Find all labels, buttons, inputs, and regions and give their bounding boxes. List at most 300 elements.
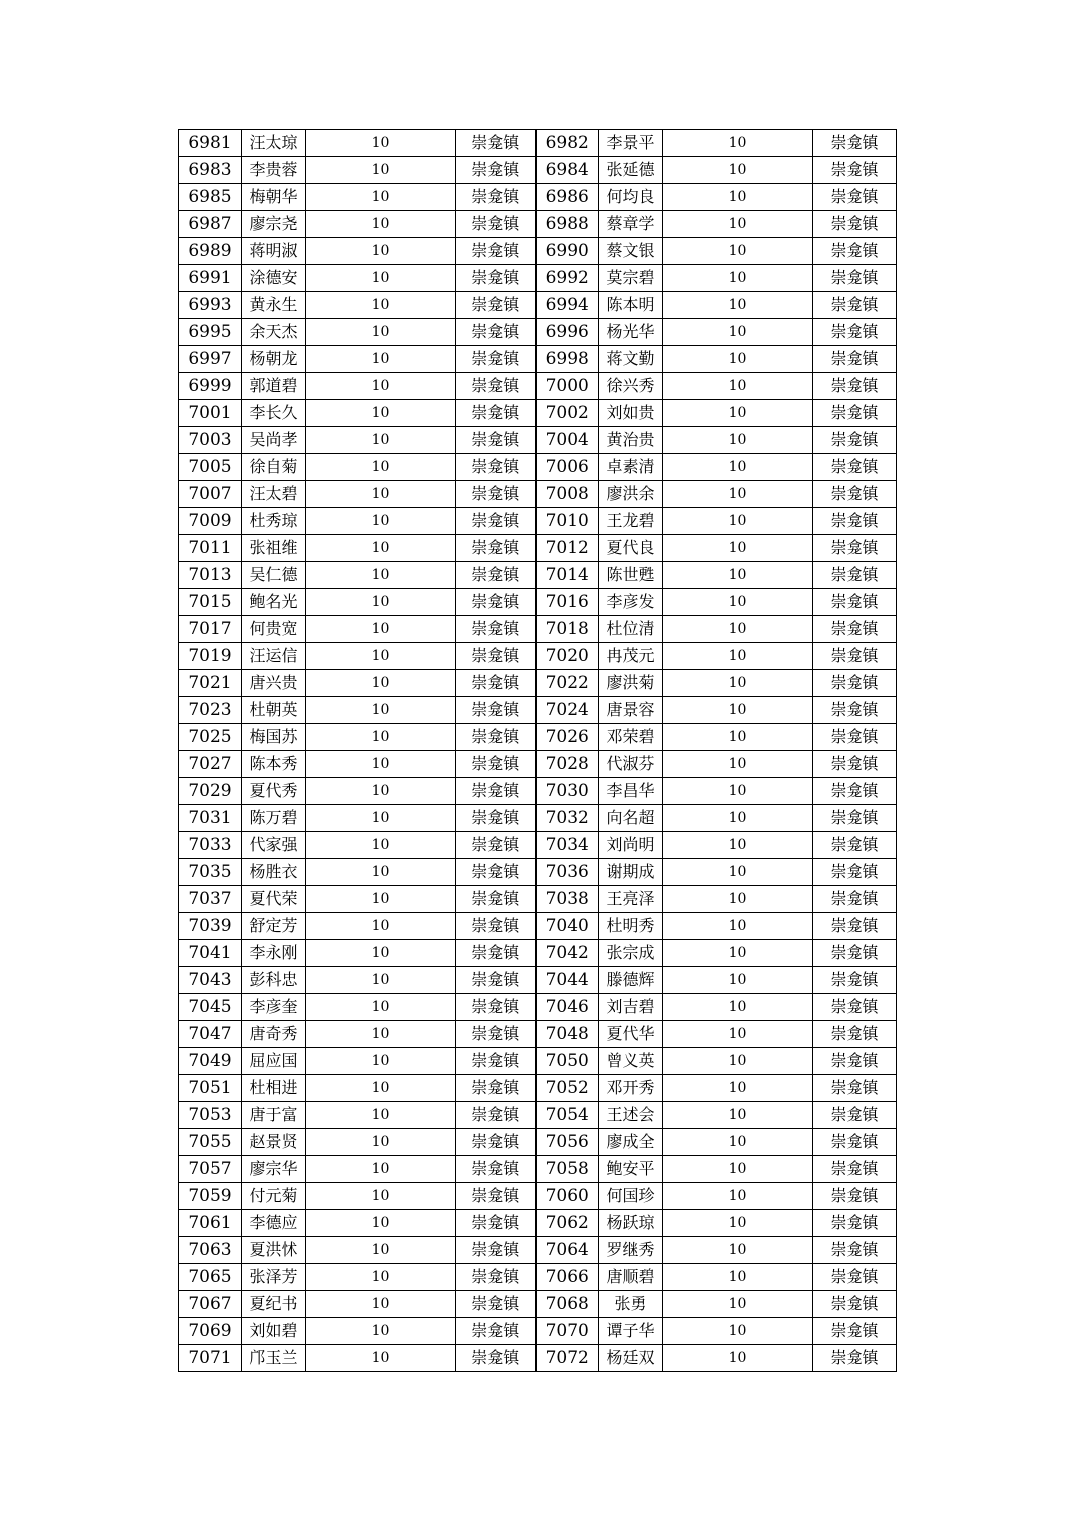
table-row xyxy=(179,1183,897,1210)
town-name-cell: 崇龛镇 xyxy=(813,913,897,940)
amount-cell: 10 xyxy=(663,616,813,643)
table-row xyxy=(179,1318,897,1345)
person-name-cell: 向名超 xyxy=(599,805,663,832)
amount-cell: 10 xyxy=(306,1048,456,1075)
amount-cell: 10 xyxy=(306,589,456,616)
entry-number-cell: 7026 xyxy=(536,724,599,751)
entry-number-cell: 6988 xyxy=(536,211,599,238)
entry-number-cell: 7049 xyxy=(179,1048,242,1075)
entry-number-cell: 6983 xyxy=(179,157,242,184)
entry-number-cell: 7013 xyxy=(179,562,242,589)
person-name-cell: 杜位清 xyxy=(599,616,663,643)
town-name-cell: 崇龛镇 xyxy=(813,1075,897,1102)
entry-number-cell: 6996 xyxy=(536,319,599,346)
table-row xyxy=(179,184,897,211)
town-name-cell: 崇龛镇 xyxy=(456,616,536,643)
entry-number-cell: 7036 xyxy=(536,859,599,886)
town-name-cell: 崇龛镇 xyxy=(456,157,536,184)
entry-number-cell: 7011 xyxy=(179,535,242,562)
amount-cell: 10 xyxy=(663,1318,813,1345)
amount-cell: 10 xyxy=(663,211,813,238)
town-name-cell: 崇龛镇 xyxy=(813,427,897,454)
amount-cell: 10 xyxy=(663,1210,813,1237)
person-name-cell: 吴尚孝 xyxy=(242,427,306,454)
amount-cell: 10 xyxy=(663,1021,813,1048)
person-name-cell: 彭科忠 xyxy=(242,967,306,994)
entry-number-cell: 7012 xyxy=(536,535,599,562)
town-name-cell: 崇龛镇 xyxy=(813,1237,897,1264)
town-name-cell: 崇龛镇 xyxy=(813,1183,897,1210)
entry-number-cell: 7005 xyxy=(179,454,242,481)
town-name-cell: 崇龛镇 xyxy=(456,832,536,859)
entry-number-cell: 6981 xyxy=(179,130,242,157)
town-name-cell: 崇龛镇 xyxy=(456,481,536,508)
town-name-cell: 崇龛镇 xyxy=(813,1291,897,1318)
table-row xyxy=(179,535,897,562)
person-name-cell: 蔡章学 xyxy=(599,211,663,238)
person-name-cell: 李彦奎 xyxy=(242,994,306,1021)
person-name-cell: 蒋明淑 xyxy=(242,238,306,265)
entry-number-cell: 7070 xyxy=(536,1318,599,1345)
person-name-cell: 谭子华 xyxy=(599,1318,663,1345)
person-name-cell: 李永刚 xyxy=(242,940,306,967)
entry-number-cell: 7044 xyxy=(536,967,599,994)
entry-number-cell: 7027 xyxy=(179,751,242,778)
amount-cell: 10 xyxy=(663,805,813,832)
person-name-cell: 杨廷双 xyxy=(599,1345,663,1372)
person-name-cell: 邓开秀 xyxy=(599,1075,663,1102)
entry-number-cell: 7062 xyxy=(536,1210,599,1237)
town-name-cell: 崇龛镇 xyxy=(456,697,536,724)
town-name-cell: 崇龛镇 xyxy=(456,319,536,346)
entry-number-cell: 6986 xyxy=(536,184,599,211)
entry-number-cell: 7063 xyxy=(179,1237,242,1264)
person-name-cell: 张祖维 xyxy=(242,535,306,562)
table-row xyxy=(179,589,897,616)
entry-number-cell: 6982 xyxy=(536,130,599,157)
table-row xyxy=(179,643,897,670)
table-row xyxy=(179,1129,897,1156)
person-name-cell: 蒋文勤 xyxy=(599,346,663,373)
person-name-cell: 谢期成 xyxy=(599,859,663,886)
table-row xyxy=(179,994,897,1021)
town-name-cell: 崇龛镇 xyxy=(456,1345,536,1372)
amount-cell: 10 xyxy=(306,319,456,346)
town-name-cell: 崇龛镇 xyxy=(456,454,536,481)
person-name-cell: 曾义英 xyxy=(599,1048,663,1075)
person-name-cell: 何均良 xyxy=(599,184,663,211)
amount-cell: 10 xyxy=(306,1318,456,1345)
table-row xyxy=(179,940,897,967)
entry-number-cell: 7014 xyxy=(536,562,599,589)
table-row xyxy=(179,508,897,535)
table-row xyxy=(179,400,897,427)
town-name-cell: 崇龛镇 xyxy=(456,589,536,616)
person-name-cell: 廖宗尧 xyxy=(242,211,306,238)
amount-cell: 10 xyxy=(663,157,813,184)
town-name-cell: 崇龛镇 xyxy=(813,724,897,751)
town-name-cell: 崇龛镇 xyxy=(813,292,897,319)
town-name-cell: 崇龛镇 xyxy=(813,1345,897,1372)
town-name-cell: 崇龛镇 xyxy=(456,643,536,670)
table-row xyxy=(179,805,897,832)
town-name-cell: 崇龛镇 xyxy=(456,562,536,589)
table-row xyxy=(179,616,897,643)
amount-cell: 10 xyxy=(663,751,813,778)
amount-cell: 10 xyxy=(663,1102,813,1129)
town-name-cell: 崇龛镇 xyxy=(813,778,897,805)
roster-table xyxy=(178,129,897,1372)
amount-cell: 10 xyxy=(306,184,456,211)
amount-cell: 10 xyxy=(306,481,456,508)
town-name-cell: 崇龛镇 xyxy=(456,1237,536,1264)
amount-cell: 10 xyxy=(663,1291,813,1318)
person-name-cell: 冉茂元 xyxy=(599,643,663,670)
table-row xyxy=(179,427,897,454)
table-row xyxy=(179,454,897,481)
person-name-cell: 梅朝华 xyxy=(242,184,306,211)
amount-cell: 10 xyxy=(663,886,813,913)
town-name-cell: 崇龛镇 xyxy=(456,940,536,967)
entry-number-cell: 7064 xyxy=(536,1237,599,1264)
person-name-cell: 罗继秀 xyxy=(599,1237,663,1264)
town-name-cell: 崇龛镇 xyxy=(456,211,536,238)
town-name-cell: 崇龛镇 xyxy=(813,211,897,238)
person-name-cell: 郭道碧 xyxy=(242,373,306,400)
person-name-cell: 杜相进 xyxy=(242,1075,306,1102)
town-name-cell: 崇龛镇 xyxy=(813,859,897,886)
town-name-cell: 崇龛镇 xyxy=(456,751,536,778)
amount-cell: 10 xyxy=(663,562,813,589)
town-name-cell: 崇龛镇 xyxy=(813,832,897,859)
entry-number-cell: 7024 xyxy=(536,697,599,724)
town-name-cell: 崇龛镇 xyxy=(456,1264,536,1291)
entry-number-cell: 7047 xyxy=(179,1021,242,1048)
entry-number-cell: 7048 xyxy=(536,1021,599,1048)
entry-number-cell: 7025 xyxy=(179,724,242,751)
amount-cell: 10 xyxy=(306,886,456,913)
amount-cell: 10 xyxy=(663,670,813,697)
amount-cell: 10 xyxy=(663,346,813,373)
person-name-cell: 何贵宽 xyxy=(242,616,306,643)
amount-cell: 10 xyxy=(663,1048,813,1075)
entry-number-cell: 7018 xyxy=(536,616,599,643)
town-name-cell: 崇龛镇 xyxy=(456,292,536,319)
town-name-cell: 崇龛镇 xyxy=(813,319,897,346)
town-name-cell: 崇龛镇 xyxy=(813,616,897,643)
amount-cell: 10 xyxy=(306,859,456,886)
entry-number-cell: 7034 xyxy=(536,832,599,859)
table-row xyxy=(179,697,897,724)
person-name-cell: 唐于富 xyxy=(242,1102,306,1129)
entry-number-cell: 7057 xyxy=(179,1156,242,1183)
table-row xyxy=(179,238,897,265)
entry-number-cell: 7045 xyxy=(179,994,242,1021)
table-row xyxy=(179,346,897,373)
person-name-cell: 黄永生 xyxy=(242,292,306,319)
amount-cell: 10 xyxy=(306,697,456,724)
person-name-cell: 陈本明 xyxy=(599,292,663,319)
entry-number-cell: 7038 xyxy=(536,886,599,913)
amount-cell: 10 xyxy=(306,832,456,859)
entry-number-cell: 7016 xyxy=(536,589,599,616)
town-name-cell: 崇龛镇 xyxy=(456,265,536,292)
person-name-cell: 唐奇秀 xyxy=(242,1021,306,1048)
entry-number-cell: 6997 xyxy=(179,346,242,373)
table-row xyxy=(179,1237,897,1264)
town-name-cell: 崇龛镇 xyxy=(456,535,536,562)
table-row xyxy=(179,157,897,184)
amount-cell: 10 xyxy=(306,1021,456,1048)
town-name-cell: 崇龛镇 xyxy=(813,967,897,994)
entry-number-cell: 7039 xyxy=(179,913,242,940)
table-row xyxy=(179,292,897,319)
person-name-cell: 廖宗华 xyxy=(242,1156,306,1183)
entry-number-cell: 7059 xyxy=(179,1183,242,1210)
person-name-cell: 王述会 xyxy=(599,1102,663,1129)
town-name-cell: 崇龛镇 xyxy=(813,481,897,508)
person-name-cell: 代淑芬 xyxy=(599,751,663,778)
entry-number-cell: 7028 xyxy=(536,751,599,778)
entry-number-cell: 6993 xyxy=(179,292,242,319)
person-name-cell: 陈万碧 xyxy=(242,805,306,832)
table-row xyxy=(179,724,897,751)
town-name-cell: 崇龛镇 xyxy=(456,1129,536,1156)
amount-cell: 10 xyxy=(663,1345,813,1372)
amount-cell: 10 xyxy=(306,454,456,481)
town-name-cell: 崇龛镇 xyxy=(456,994,536,1021)
entry-number-cell: 7056 xyxy=(536,1129,599,1156)
town-name-cell: 崇龛镇 xyxy=(456,400,536,427)
entry-number-cell: 7022 xyxy=(536,670,599,697)
amount-cell: 10 xyxy=(306,751,456,778)
entry-number-cell: 7002 xyxy=(536,400,599,427)
person-name-cell: 杨朝龙 xyxy=(242,346,306,373)
amount-cell: 10 xyxy=(663,400,813,427)
person-name-cell: 代家强 xyxy=(242,832,306,859)
entry-number-cell: 7046 xyxy=(536,994,599,1021)
amount-cell: 10 xyxy=(663,1264,813,1291)
person-name-cell: 黄治贵 xyxy=(599,427,663,454)
amount-cell: 10 xyxy=(306,211,456,238)
person-name-cell: 夏代良 xyxy=(599,535,663,562)
amount-cell: 10 xyxy=(663,697,813,724)
entry-number-cell: 6990 xyxy=(536,238,599,265)
amount-cell: 10 xyxy=(306,616,456,643)
amount-cell: 10 xyxy=(306,805,456,832)
town-name-cell: 崇龛镇 xyxy=(456,913,536,940)
person-name-cell: 邝玉兰 xyxy=(242,1345,306,1372)
town-name-cell: 崇龛镇 xyxy=(813,157,897,184)
table-row xyxy=(179,886,897,913)
person-name-cell: 汪太碧 xyxy=(242,481,306,508)
entry-number-cell: 7040 xyxy=(536,913,599,940)
entry-number-cell: 7041 xyxy=(179,940,242,967)
person-name-cell: 张勇 xyxy=(599,1291,663,1318)
table-row xyxy=(179,670,897,697)
town-name-cell: 崇龛镇 xyxy=(813,346,897,373)
amount-cell: 10 xyxy=(663,1156,813,1183)
amount-cell: 10 xyxy=(663,481,813,508)
entry-number-cell: 6998 xyxy=(536,346,599,373)
person-name-cell: 杜朝英 xyxy=(242,697,306,724)
amount-cell: 10 xyxy=(306,1345,456,1372)
town-name-cell: 崇龛镇 xyxy=(813,751,897,778)
amount-cell: 10 xyxy=(663,589,813,616)
entry-number-cell: 7068 xyxy=(536,1291,599,1318)
table-row xyxy=(179,562,897,589)
entry-number-cell: 7055 xyxy=(179,1129,242,1156)
table-row xyxy=(179,373,897,400)
person-name-cell: 何国珍 xyxy=(599,1183,663,1210)
amount-cell: 10 xyxy=(663,1183,813,1210)
amount-cell: 10 xyxy=(306,967,456,994)
person-name-cell: 杨胜衣 xyxy=(242,859,306,886)
entry-number-cell: 7031 xyxy=(179,805,242,832)
table-row xyxy=(179,1102,897,1129)
amount-cell: 10 xyxy=(663,292,813,319)
amount-cell: 10 xyxy=(663,508,813,535)
town-name-cell: 崇龛镇 xyxy=(456,184,536,211)
person-name-cell: 徐兴秀 xyxy=(599,373,663,400)
person-name-cell: 李德应 xyxy=(242,1210,306,1237)
town-name-cell: 崇龛镇 xyxy=(456,130,536,157)
entry-number-cell: 6999 xyxy=(179,373,242,400)
amount-cell: 10 xyxy=(306,1156,456,1183)
amount-cell: 10 xyxy=(306,1183,456,1210)
person-name-cell: 夏纪书 xyxy=(242,1291,306,1318)
person-name-cell: 廖洪余 xyxy=(599,481,663,508)
town-name-cell: 崇龛镇 xyxy=(456,1291,536,1318)
town-name-cell: 崇龛镇 xyxy=(813,805,897,832)
table-row xyxy=(179,1264,897,1291)
town-name-cell: 崇龛镇 xyxy=(813,454,897,481)
person-name-cell: 滕德辉 xyxy=(599,967,663,994)
table-row xyxy=(179,1156,897,1183)
town-name-cell: 崇龛镇 xyxy=(456,508,536,535)
person-name-cell: 赵景贤 xyxy=(242,1129,306,1156)
person-name-cell: 唐顺碧 xyxy=(599,1264,663,1291)
entry-number-cell: 7003 xyxy=(179,427,242,454)
entry-number-cell: 6995 xyxy=(179,319,242,346)
amount-cell: 10 xyxy=(663,454,813,481)
person-name-cell: 夏代荣 xyxy=(242,886,306,913)
person-name-cell: 王亮泽 xyxy=(599,886,663,913)
town-name-cell: 崇龛镇 xyxy=(813,643,897,670)
amount-cell: 10 xyxy=(306,1291,456,1318)
amount-cell: 10 xyxy=(663,967,813,994)
town-name-cell: 崇龛镇 xyxy=(813,1129,897,1156)
town-name-cell: 崇龛镇 xyxy=(813,1318,897,1345)
entry-number-cell: 7020 xyxy=(536,643,599,670)
amount-cell: 10 xyxy=(663,535,813,562)
amount-cell: 10 xyxy=(663,130,813,157)
town-name-cell: 崇龛镇 xyxy=(456,1183,536,1210)
town-name-cell: 崇龛镇 xyxy=(813,697,897,724)
amount-cell: 10 xyxy=(663,859,813,886)
table-row xyxy=(179,130,897,157)
entry-number-cell: 6985 xyxy=(179,184,242,211)
entry-number-cell: 7023 xyxy=(179,697,242,724)
amount-cell: 10 xyxy=(306,994,456,1021)
person-name-cell: 屈应国 xyxy=(242,1048,306,1075)
person-name-cell: 王龙碧 xyxy=(599,508,663,535)
town-name-cell: 崇龛镇 xyxy=(456,1318,536,1345)
table-row xyxy=(179,265,897,292)
person-name-cell: 刘如碧 xyxy=(242,1318,306,1345)
town-name-cell: 崇龛镇 xyxy=(813,994,897,1021)
person-name-cell: 李景平 xyxy=(599,130,663,157)
person-name-cell: 李贵蓉 xyxy=(242,157,306,184)
town-name-cell: 崇龛镇 xyxy=(456,427,536,454)
table-row xyxy=(179,1075,897,1102)
town-name-cell: 崇龛镇 xyxy=(813,373,897,400)
entry-number-cell: 6991 xyxy=(179,265,242,292)
person-name-cell: 刘如贵 xyxy=(599,400,663,427)
table-row xyxy=(179,481,897,508)
person-name-cell: 邓荣碧 xyxy=(599,724,663,751)
entry-number-cell: 7000 xyxy=(536,373,599,400)
town-name-cell: 崇龛镇 xyxy=(456,724,536,751)
entry-number-cell: 7052 xyxy=(536,1075,599,1102)
town-name-cell: 崇龛镇 xyxy=(813,940,897,967)
person-name-cell: 陈本秀 xyxy=(242,751,306,778)
town-name-cell: 崇龛镇 xyxy=(813,1210,897,1237)
table-row xyxy=(179,1291,897,1318)
entry-number-cell: 7058 xyxy=(536,1156,599,1183)
table-row xyxy=(179,319,897,346)
person-name-cell: 张延德 xyxy=(599,157,663,184)
amount-cell: 10 xyxy=(663,1129,813,1156)
person-name-cell: 唐景容 xyxy=(599,697,663,724)
entry-number-cell: 6992 xyxy=(536,265,599,292)
person-name-cell: 汪太琼 xyxy=(242,130,306,157)
amount-cell: 10 xyxy=(306,778,456,805)
person-name-cell: 吴仁德 xyxy=(242,562,306,589)
amount-cell: 10 xyxy=(663,1237,813,1264)
town-name-cell: 崇龛镇 xyxy=(456,1210,536,1237)
amount-cell: 10 xyxy=(663,724,813,751)
entry-number-cell: 7021 xyxy=(179,670,242,697)
amount-cell: 10 xyxy=(306,535,456,562)
entry-number-cell: 7030 xyxy=(536,778,599,805)
entry-number-cell: 7009 xyxy=(179,508,242,535)
amount-cell: 10 xyxy=(306,400,456,427)
town-name-cell: 崇龛镇 xyxy=(456,778,536,805)
amount-cell: 10 xyxy=(663,427,813,454)
person-name-cell: 杜秀琼 xyxy=(242,508,306,535)
amount-cell: 10 xyxy=(306,670,456,697)
town-name-cell: 崇龛镇 xyxy=(456,1021,536,1048)
person-name-cell: 杨跃琼 xyxy=(599,1210,663,1237)
entry-number-cell: 6989 xyxy=(179,238,242,265)
amount-cell: 10 xyxy=(306,508,456,535)
town-name-cell: 崇龛镇 xyxy=(813,508,897,535)
amount-cell: 10 xyxy=(306,1210,456,1237)
town-name-cell: 崇龛镇 xyxy=(813,130,897,157)
person-name-cell: 舒定芳 xyxy=(242,913,306,940)
town-name-cell: 崇龛镇 xyxy=(456,373,536,400)
amount-cell: 10 xyxy=(306,1102,456,1129)
entry-number-cell: 7051 xyxy=(179,1075,242,1102)
person-name-cell: 刘尚明 xyxy=(599,832,663,859)
town-name-cell: 崇龛镇 xyxy=(813,400,897,427)
person-name-cell: 李彦发 xyxy=(599,589,663,616)
person-name-cell: 付元菊 xyxy=(242,1183,306,1210)
table-row xyxy=(179,859,897,886)
amount-cell: 10 xyxy=(663,994,813,1021)
town-name-cell: 崇龛镇 xyxy=(813,1048,897,1075)
